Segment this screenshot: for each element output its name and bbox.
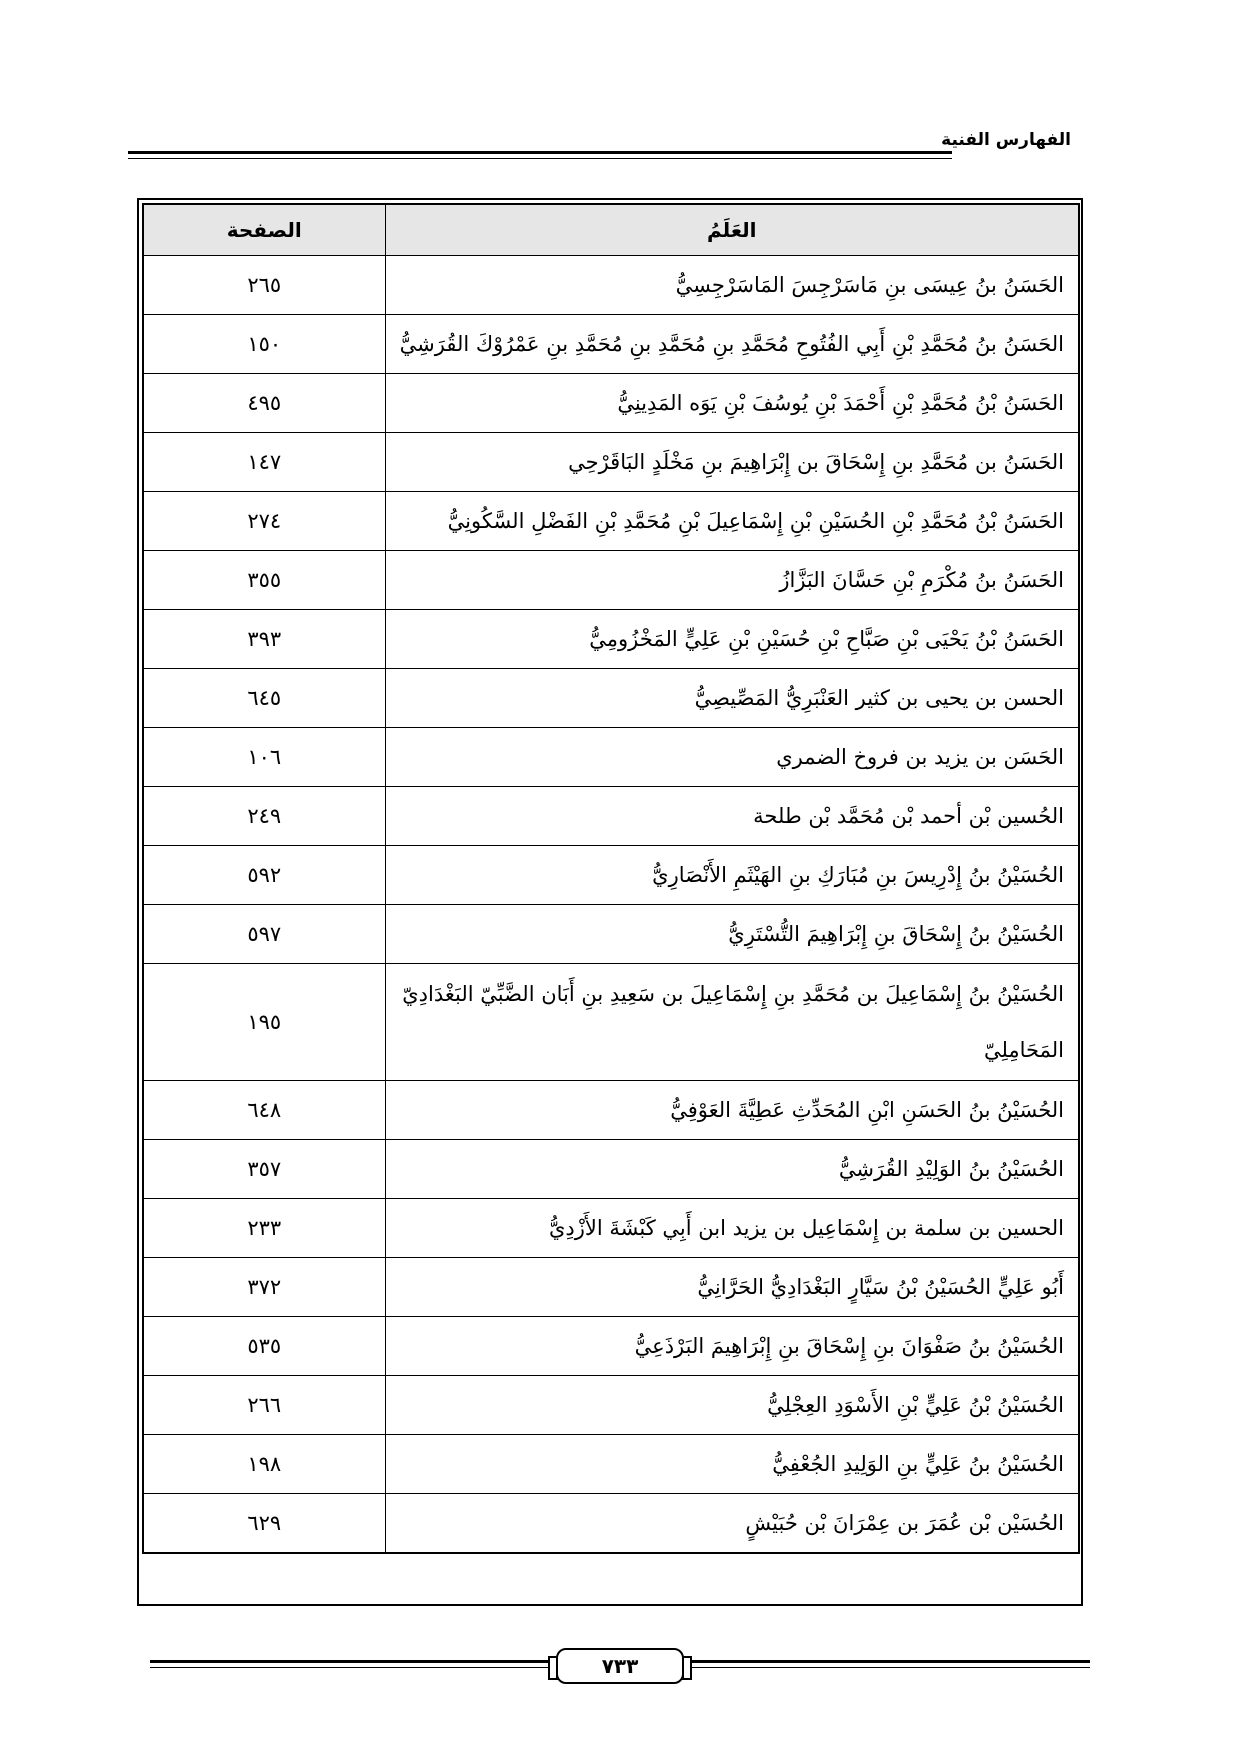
page-cell: ١٠٦ (143, 728, 385, 787)
footer-rule-left (150, 1660, 554, 1671)
table-row (143, 1140, 1079, 1199)
name-cell: الحُسَيْنُ بنُ الوَلِيْدِ القُرَشِيُّ (385, 1140, 1079, 1199)
name-cell: الحُسَيْنُ بنُ صَفْوَانَ بنِ إِسْحَاقَ بنِ إِبْرَاهِيمَ البَرْذَعِيُّ (385, 1317, 1079, 1376)
table-row (143, 905, 1079, 964)
name-cell: الحسن بن يحيى بن كثير العَنْبَرِيُّ المَصِّيصِيُّ (385, 669, 1079, 728)
name-cell: الحُسَيْنُ بنُ إِدْرِيسَ بنِ مُبَارَكِ بنِ الهَيْثَمِ الأَنْصَارِيُّ (385, 846, 1079, 905)
name-cell: الحُسَيْنُ بنُ إِسْحَاقَ بنِ إِبْرَاهِيمَ التُّسْتَرِيُّ (385, 905, 1079, 964)
page-cell: ٥٣٥ (143, 1317, 385, 1376)
page-cell: ٢٣٣ (143, 1199, 385, 1258)
table-row (143, 315, 1079, 374)
name-cell: الحَسَنُ بن مُحَمَّدِ بنِ إِسْحَاقَ بن إِبْرَاهِيمَ بنِ مَخْلَدٍ البَاقَرْحِي (385, 433, 1079, 492)
name-cell: الحَسَنُ بْنُ يَحْيَى بْنِ صَبَّاحِ بْنِ حُسَيْنِ بْنِ عَلِيٍّ المَخْزُومِيُّ (385, 610, 1079, 669)
name-cell: الحُسَيْنُ بنُ الحَسَنِ ابْنِ المُحَدِّثِ عَطِيَّةَ العَوْفِيُّ (385, 1081, 1079, 1140)
table-row (143, 1317, 1079, 1376)
name-cell: الحَسَنُ بنُ مُكْرَمِ بْنِ حَسَّانَ البَزَّازُ (385, 551, 1079, 610)
page-cell: ٦٤٨ (143, 1081, 385, 1140)
header-rule-thick (128, 151, 952, 154)
table-row (143, 728, 1079, 787)
name-cell: الحُسَيْنُ بْنُ عَلِيٍّ بْنِ الأَسْوَدِ العِجْلِيُّ (385, 1376, 1079, 1435)
name-cell: الحَسَنُ بْنُ مُحَمَّدِ بْنِ أَحْمَدَ بْنِ يُوسُفَ بْنِ يَوَه المَدِينِيُّ (385, 374, 1079, 433)
name-cell: الحَسَنُ بْنُ مُحَمَّدِ بْنِ الحُسَيْنِ بْنِ إِسْمَاعِيلَ بْنِ مُحَمَّدِ بْنِ الفَضْلِ السَّكُونِيُّ (385, 492, 1079, 551)
table-row (143, 1081, 1079, 1140)
page-cell: ٣٥٥ (143, 551, 385, 610)
table-body (143, 256, 1079, 1554)
table-row (143, 846, 1079, 905)
page-cell: ١٥٠ (143, 315, 385, 374)
table-row (143, 1435, 1079, 1494)
page-cell: ٣٩٣ (143, 610, 385, 669)
name-cell: الحَسَنُ بنُ عِيسَى بنِ مَاسَرْجِسَ المَاسَرْجِسِيُّ (385, 256, 1079, 315)
header-rule-thin (128, 158, 952, 159)
page-cell: ٣٥٧ (143, 1140, 385, 1199)
name-cell: الحَسَن بن يزيد بن فروخ الضمري (385, 728, 1079, 787)
table-row (143, 1258, 1079, 1317)
name-cell: الحَسَنُ بنُ مُحَمَّدِ بْنِ أَبِي الفُتُوحِ مُحَمَّدِ بنِ مُحَمَّدِ بنِ مُحَمَّدِ بنِ عَمْرُوْكَ القُرَشِيُّ (385, 315, 1079, 374)
page-cell: ٢٧٤ (143, 492, 385, 551)
page-cell: ١٩٥ (143, 964, 385, 1081)
page-cell: ٦٤٥ (143, 669, 385, 728)
table-row (143, 1199, 1079, 1258)
table-row (143, 669, 1079, 728)
page-cell: ٢٤٩ (143, 787, 385, 846)
table-row (143, 433, 1079, 492)
page-cell: ١٤٧ (143, 433, 385, 492)
running-title: الفهارس الفنية (941, 130, 1071, 150)
table-row (143, 374, 1079, 433)
table-row (143, 610, 1079, 669)
table-row (143, 1376, 1079, 1435)
name-cell: الحُسَيْن بْن عُمَرَ بن عِمْرَانَ بْن حُبَيْشٍ (385, 1494, 1079, 1554)
page-cell: ١٩٨ (143, 1435, 385, 1494)
footer-rule-right (686, 1660, 1090, 1671)
table-row (143, 492, 1079, 551)
table-row (143, 964, 1079, 1081)
page-number-badge (556, 1648, 684, 1684)
page-cell: ٢٦٦ (143, 1376, 385, 1435)
column-header-name: العَلَمُ (385, 204, 1079, 256)
name-cell: الحسين بن سلمة بن إِسْمَاعِيل بن يزيد ابن أَبِي كَبْشَةَ الأَزْدِيُّ (385, 1199, 1079, 1258)
table-row (143, 551, 1079, 610)
page-cell: ٥٩٧ (143, 905, 385, 964)
table-row (143, 256, 1079, 315)
page-cell: ٤٩٥ (143, 374, 385, 433)
page-cell: ٦٢٩ (143, 1494, 385, 1554)
index-table (142, 203, 1080, 1554)
table-row (143, 787, 1079, 846)
page-cell: ٥٩٢ (143, 846, 385, 905)
page-cell: ٢٦٥ (143, 256, 385, 315)
column-header-page: الصفحة (143, 204, 385, 256)
page-number: ٧٣٣ (601, 1654, 639, 1678)
name-cell: الحُسين بْن أحمد بْن مُحَمَّد بْن طلحة (385, 787, 1079, 846)
name-cell: الحُسَيْنُ بنُ عَلِيٍّ بنِ الوَلِيدِ الجُعْفِيُّ (385, 1435, 1079, 1494)
name-cell: أَبُو عَلِيٍّ الحُسَيْنُ بْنُ سَيَّارٍ البَغْدَادِيُّ الحَرَّانِيُّ (385, 1258, 1079, 1317)
page-cell: ٣٧٢ (143, 1258, 385, 1317)
name-cell: الحُسَيْنُ بنُ إِسْمَاعِيلَ بن مُحَمَّدِ بنِ إِسْمَاعِيلَ بن سَعِيدِ بنِ أَبَان الضَّبِّيّ البَغْدَادِيّ المَحَامِلِيّ (385, 964, 1079, 1081)
table-header-row (143, 204, 1079, 256)
table-row (143, 1494, 1079, 1554)
